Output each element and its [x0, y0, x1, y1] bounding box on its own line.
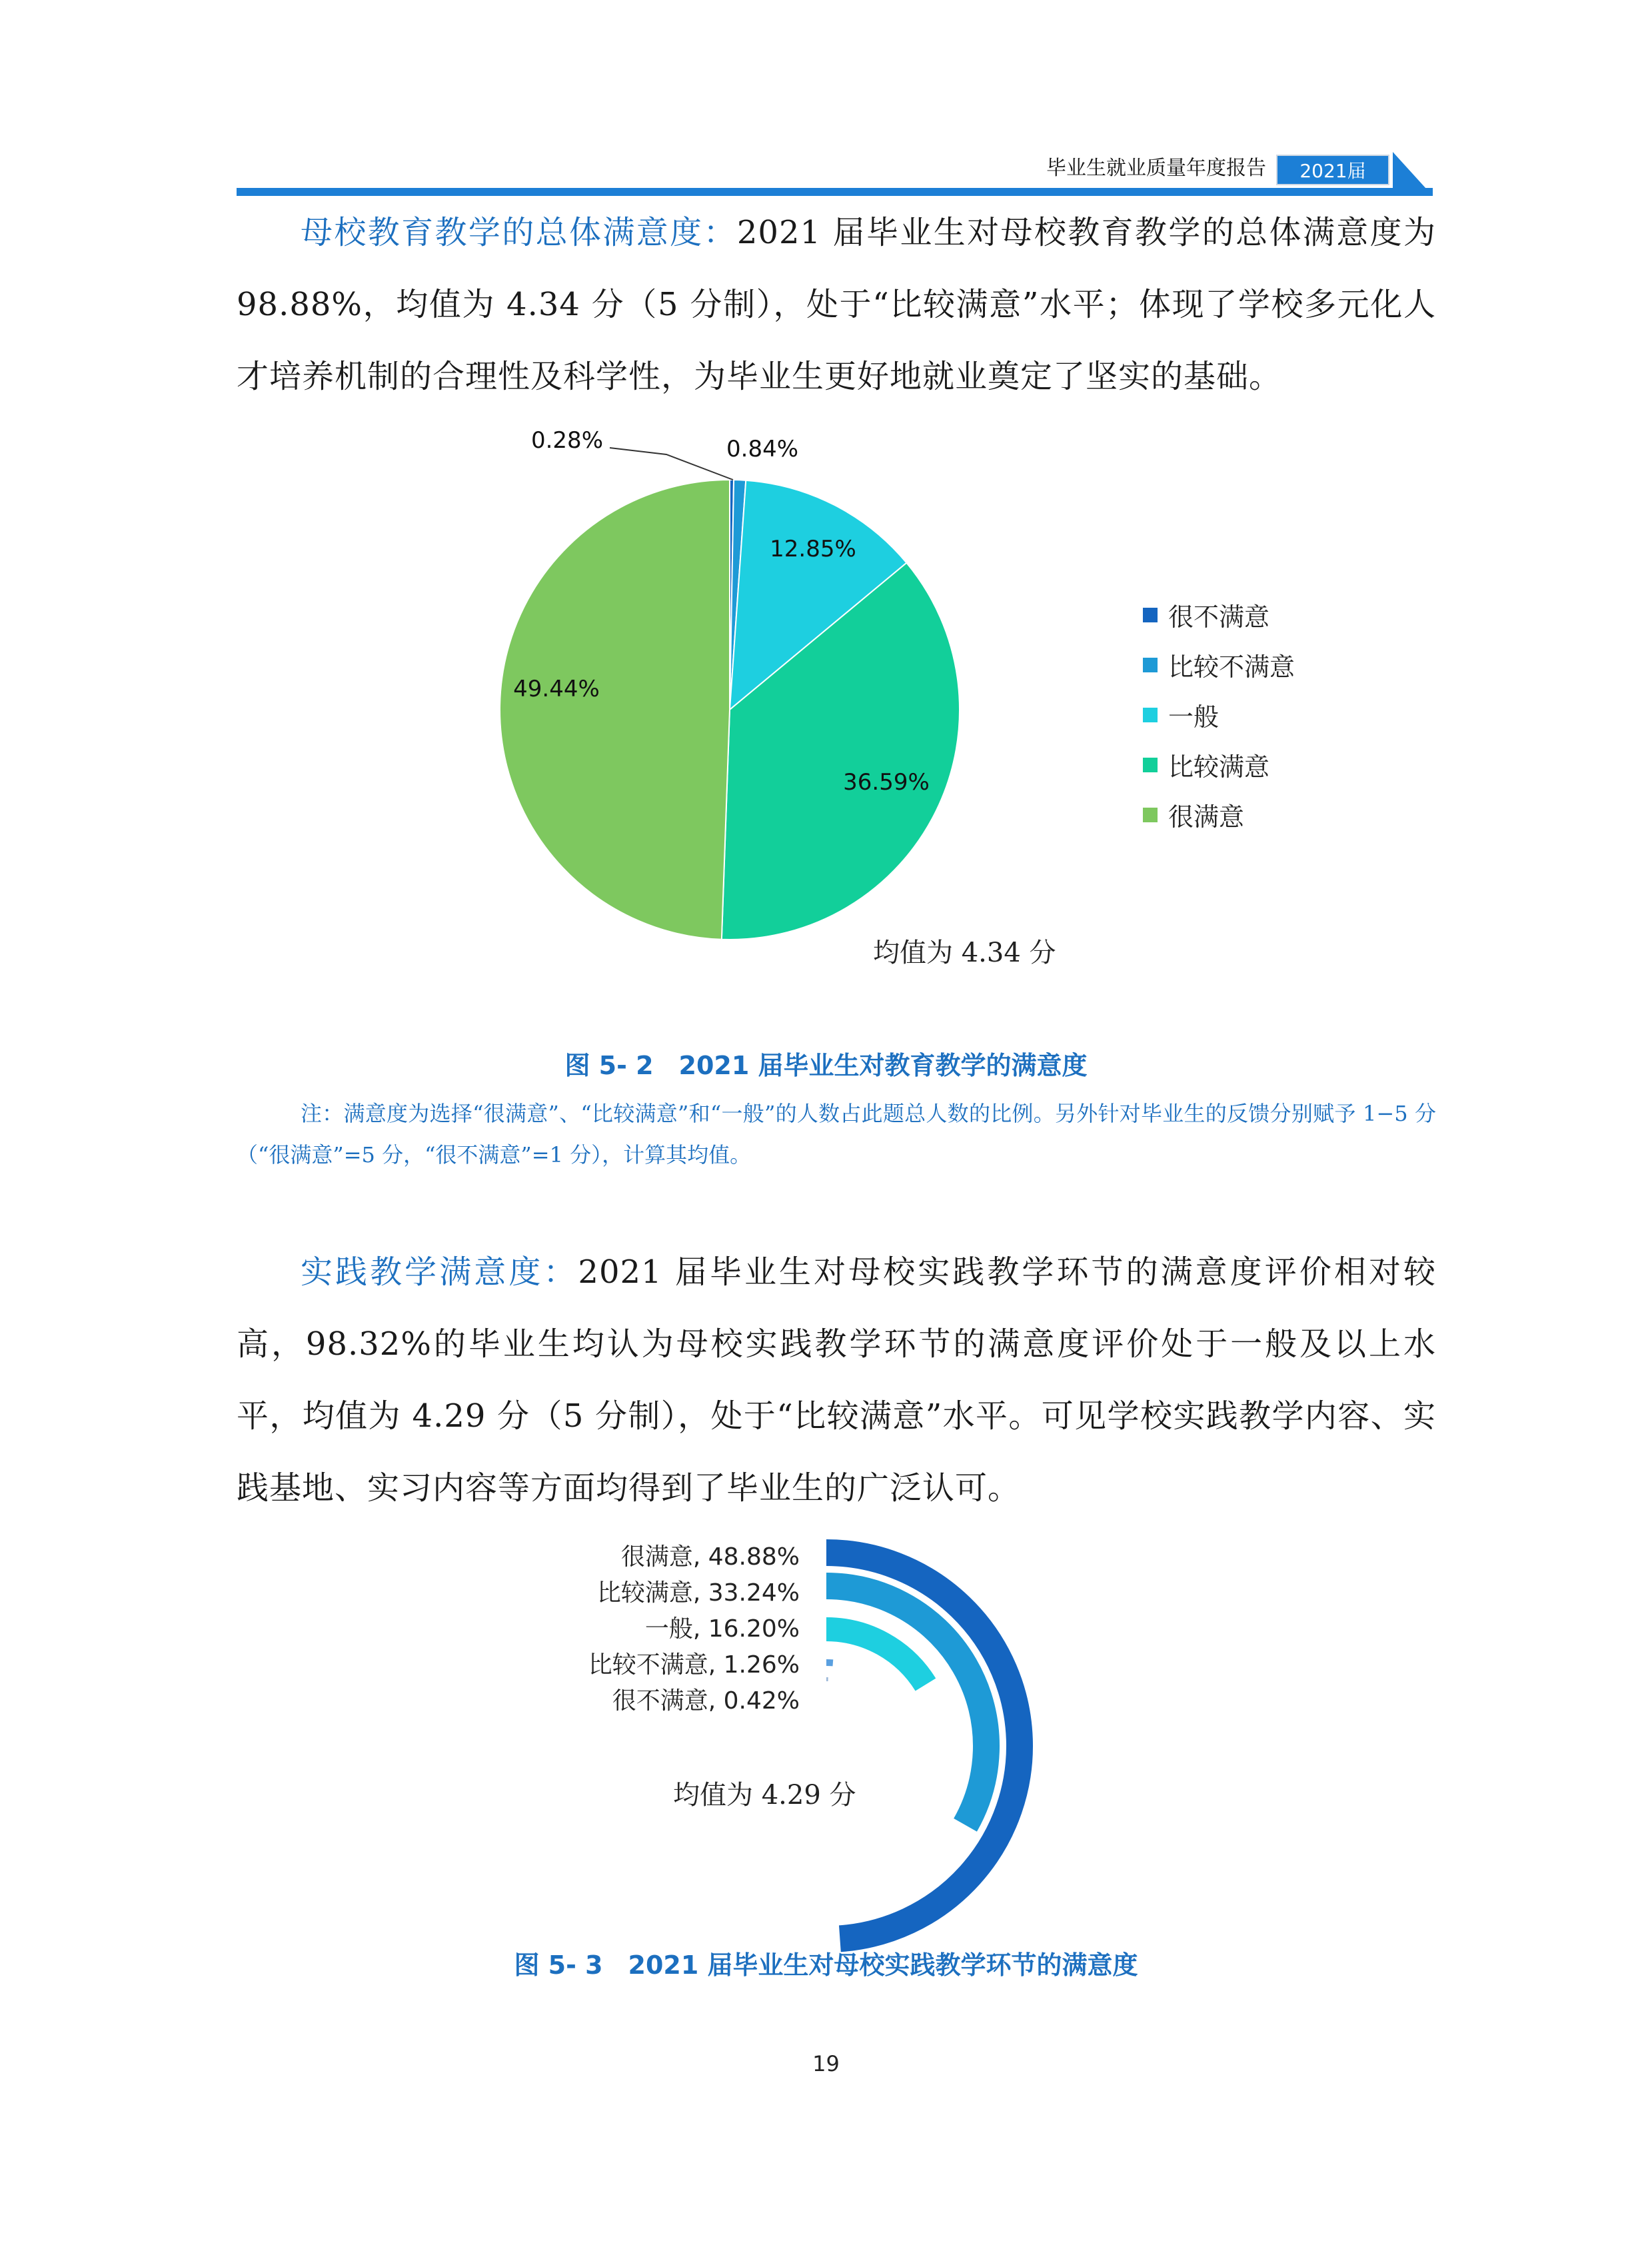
radial-bar-chart — [553, 1526, 1086, 1966]
pie-chart — [466, 413, 1066, 960]
radial-label: 很不满意, 0.42% — [612, 1687, 800, 1715]
legend-item — [1143, 690, 1409, 740]
legend-label: 一般 — [1168, 702, 1220, 732]
radial-label: 一般, 16.20% — [644, 1615, 800, 1643]
pie-legend — [1143, 590, 1409, 840]
radial-bar-3 — [826, 1629, 926, 1685]
pie-data-label: 12.85% — [770, 536, 856, 562]
figure-caption-5-3: 图 5- 3 2021 届毕业生对母校实践教学环节的满意度 — [514, 1950, 1138, 1980]
year-badge: 2021届 — [1276, 155, 1389, 185]
legend-swatch — [1143, 608, 1158, 622]
report-title: 毕业生就业质量年度报告 — [1046, 157, 1266, 180]
legend-label: 比较满意 — [1168, 752, 1270, 782]
report-header — [237, 152, 1443, 199]
paragraph-text: 2021 届毕业生对母校教育教学的总体满意度为98.88%，均值为 4.34 分（5 分制），处于“比较满意”水平；体现了学校多元化人才培养机制的合理性及科学性，为毕业生更好地就业奠定了坚实的基础。 — [237, 214, 1436, 395]
pie-leader-line — [610, 448, 733, 480]
legend-item — [1143, 790, 1409, 840]
legend-item — [1143, 590, 1409, 640]
legend-item — [1143, 640, 1409, 690]
legend-swatch — [1143, 758, 1158, 772]
paragraph-keyword: 母校教育教学的总体满意度： — [301, 214, 737, 251]
paragraph-practice-satisfaction — [237, 1236, 1436, 1524]
figure-note: 注：满意度为选择“很满意”、“比较满意”和“一般”的人数占此题总人数的比例。另外针对毕业生的反馈分别赋予 1−5 分（“很满意”=5 分，“很不满意”=1 分），计算其均值。 — [237, 1101, 1436, 1167]
radial-label: 比较不满意, 1.26% — [588, 1651, 800, 1679]
pie-data-label: 49.44% — [513, 676, 600, 702]
radial-mean-label: 均值为 4.29 分 — [673, 1780, 856, 1811]
legend-swatch — [1143, 708, 1158, 722]
legend-item — [1143, 740, 1409, 790]
figure-caption-5-2: 图 5- 2 2021 届毕业生对教育教学的满意度 — [564, 1051, 1088, 1080]
legend-label: 很不满意 — [1168, 602, 1270, 632]
radial-label: 很满意, 48.88% — [620, 1543, 800, 1571]
pie-data-label: 0.28% — [530, 427, 603, 454]
radial-label: 比较满意, 33.24% — [596, 1579, 800, 1607]
header-rule — [237, 188, 1433, 196]
legend-swatch — [1143, 658, 1158, 672]
paragraph-text: 2021 届毕业生对母校实践教学环节的满意度评价相对较高，98.32%的毕业生均认为母校实践教学环节的满意度评价处于一般及以上水平，均值为 4.29 分（5 分制），处于“比较满意”水平。可见学校实践教学内容、实践基地、实习内容等方面均得到了毕业生的广泛认可。 — [237, 1253, 1436, 1507]
page-number: 19 — [812, 2051, 840, 2076]
legend-label: 很满意 — [1168, 802, 1245, 832]
legend-label: 比较不满意 — [1168, 652, 1295, 682]
pie-slice-5 — [500, 480, 730, 940]
pie-data-label: 36.59% — [843, 769, 930, 796]
paragraph-overall-satisfaction — [237, 197, 1436, 412]
paragraph-keyword: 实践教学满意度： — [301, 1253, 578, 1291]
pie-mean-label: 均值为 4.34 分 — [873, 938, 1056, 968]
legend-swatch — [1143, 808, 1158, 822]
pie-data-label: 0.84% — [726, 436, 799, 462]
